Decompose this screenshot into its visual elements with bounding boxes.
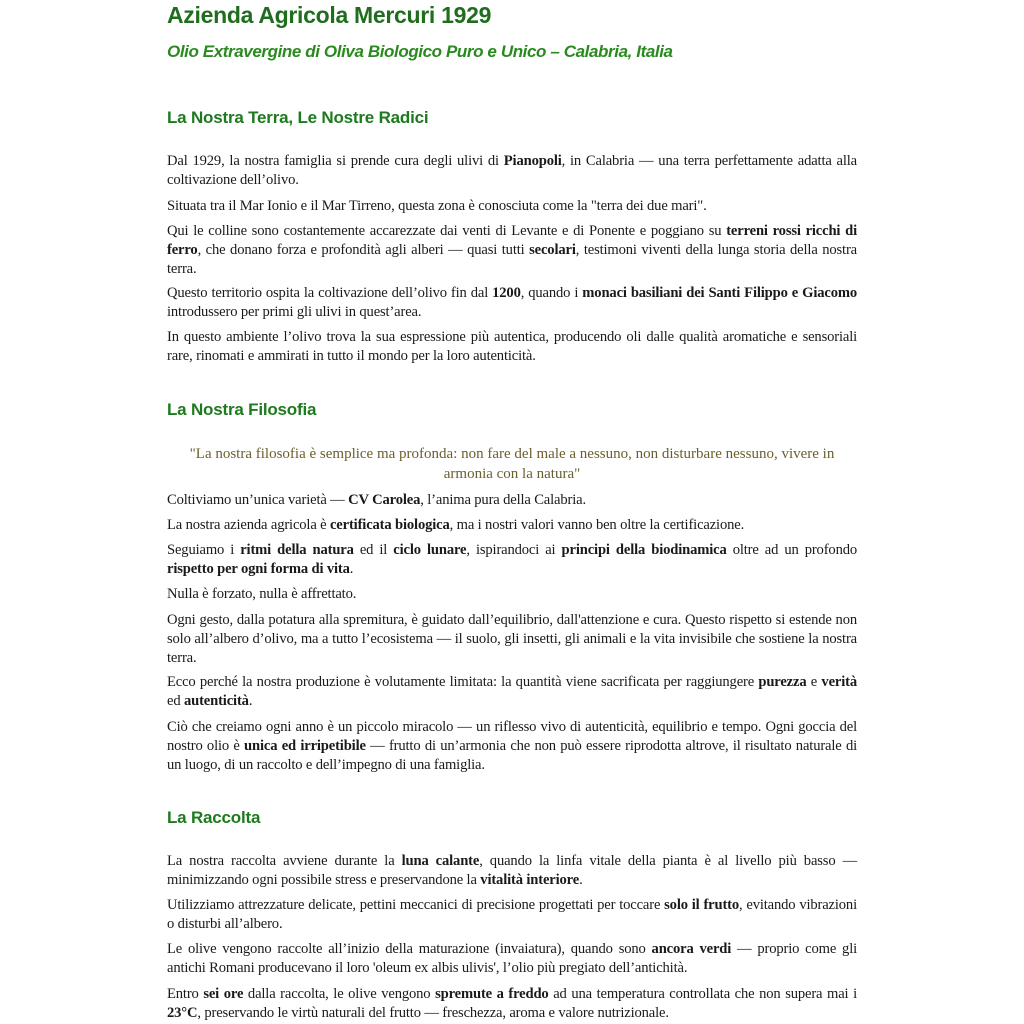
paragraph: Dal 1929, la nostra famiglia si prende cura degli ulivi di Pianopoli, in Calabria — una terra perfettamente adatta alla coltivazione dell’olivo. xyxy=(167,153,857,188)
emphasis-text: purezza xyxy=(758,674,807,690)
emphasis-text: ancora verdi xyxy=(651,941,732,957)
paragraph: Utilizziamo attrezzature delicate, pettini meccanici di precisione progettati per toccare solo il frutto, evitando vibrazioni o disturbi all’albero. xyxy=(167,897,857,932)
emphasis-text: autenticità xyxy=(183,693,249,709)
paragraph: Seguiamo i ritmi della natura ed il ciclo lunare, ispirandoci ai principi della biodinamica oltre ad un profondo rispetto per ogni forma di vita. xyxy=(167,542,858,577)
emphasis-text: 1200 xyxy=(492,285,521,301)
paragraph: Ogni gesto, dalla potatura alla spremitura, è guidato dall’equilibrio, dall'attenzione e cura. Questo rispetto si estende non solo all’albero d’olivo, ma a tutto l’ecosistema — il suolo, gli insetti, gli animali e la vita invisibile che sostiene la nostra terra. xyxy=(167,612,857,666)
paragraph: La nostra azienda agricola è certificata biologica, ma i nostri valori vanno ben oltre la certificazione. xyxy=(167,517,745,533)
emphasis-text: CV Carolea xyxy=(348,492,421,508)
emphasis-text: vitalità interiore xyxy=(480,872,580,888)
emphasis-text: Pianopoli xyxy=(503,153,562,169)
emphasis-text: 23°C xyxy=(167,1005,198,1021)
paragraph: Ciò che creiamo ogni anno è un piccolo miracolo — un riflesso vivo di autenticità, equilibrio e tempo. Ogni goccia del nostro olio è unica ed irripetibile — frutto di un’armonia che non può essere riprodotta altrove, il risultato naturale di un luogo, di un raccolto e dell’impegno di una famiglia. xyxy=(167,719,857,773)
emphasis-text: unica ed irripetibile xyxy=(244,738,366,754)
document-subtitle: Olio Extravergine di Oliva Biologico Puro e Unico – Calabria, Italia xyxy=(167,42,673,61)
section-heading-filosofia: La Nostra Filosofia xyxy=(167,400,317,419)
emphasis-text: spremute a freddo xyxy=(435,986,549,1002)
paragraph: Nulla è forzato, nulla è affrettato. xyxy=(167,586,357,602)
philosophy-quote: "La nostra filosofia è semplice ma profonda: non fare del male a nessuno, non disturbare nessuno, vivere in armonia con la natura" xyxy=(189,446,835,482)
section-heading-raccolta: La Raccolta xyxy=(167,808,261,827)
emphasis-text: ciclo lunare xyxy=(393,542,467,558)
emphasis-text: principi della biodinamica xyxy=(561,542,727,558)
document-title: Azienda Agricola Mercuri 1929 xyxy=(167,2,492,28)
paragraph: Questo territorio ospita la coltivazione dell’olivo fin dal 1200, quando i monaci basiliani dei Santi Filippo e Giacomo introdussero per primi gli ulivi in quest’area. xyxy=(167,285,857,320)
section-heading-terra: La Nostra Terra, Le Nostre Radici xyxy=(167,108,429,127)
emphasis-text: secolari xyxy=(529,242,576,258)
paragraph: Coltiviamo un’unica varietà — CV Carolea, l’anima pura della Calabria. xyxy=(167,492,586,508)
paragraph: La nostra raccolta avviene durante la luna calante, quando la linfa vitale della pianta è al livello più basso — minimizzando ogni possibile stress e preservandone la vitalità interiore. xyxy=(167,853,858,888)
emphasis-text: luna calante xyxy=(401,853,480,869)
paragraph: Qui le colline sono costantemente accarezzate dai venti di Levante e di Ponente e poggiano su terreni rossi ricchi di ferro, che donano forza e profondità agli alberi — quasi tutti secolari, testimoni viventi della lunga storia della nostra terra. xyxy=(167,223,857,277)
emphasis-text: verità xyxy=(821,674,857,690)
paragraph: Ecco perché la nostra produzione è volutamente limitata: la quantità viene sacrificata per raggiungere purezza e verità ed autenticità. xyxy=(167,674,857,709)
paragraph: Entro sei ore dalla raccolta, le olive vengono spremute a freddo ad una temperatura controllata che non supera mai i 23°C, preservando le virtù naturali del frutto — freschezza, aroma e valore nutrizionale. xyxy=(167,986,858,1021)
paragraph: Le olive vengono raccolte all’inizio della maturazione (invaiatura), quando sono ancora verdi — proprio come gli antichi Romani producevano il loro 'oleum ex albis ulivis', l’olio più pregiato dell’antichità. xyxy=(167,941,857,976)
paragraph: In questo ambiente l’olivo trova la sua espressione più autentica, producendo oli dalle qualità aromatiche e sensoriali rare, rinomati e ammirati in tutto il mondo per la loro autenticità. xyxy=(167,329,857,364)
emphasis-text: terreni rossi ricchi di ferro xyxy=(167,223,857,258)
emphasis-text: monaci basiliani dei Santi Filippo e Giacomo xyxy=(582,285,857,301)
emphasis-text: sei ore xyxy=(203,986,244,1002)
emphasis-text: rispetto per ogni forma di vita xyxy=(167,561,350,577)
paragraph: Situata tra il Mar Ionio e il Mar Tirreno, questa zona è conosciuta come la "terra dei due mari". xyxy=(167,198,707,214)
emphasis-text: ritmi della natura xyxy=(240,542,354,558)
emphasis-text: certificata biologica xyxy=(329,517,450,533)
emphasis-text: solo il frutto xyxy=(664,897,740,913)
